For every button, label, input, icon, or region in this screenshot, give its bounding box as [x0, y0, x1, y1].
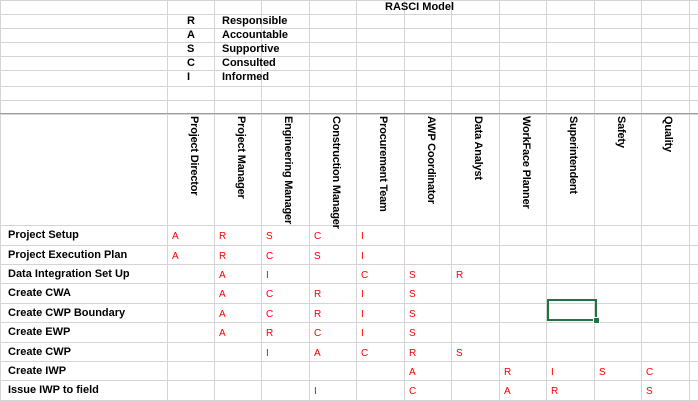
rasci-cell[interactable]: I [266, 270, 269, 281]
rasci-cell[interactable]: C [409, 386, 417, 397]
legend-meaning: Responsible [222, 15, 288, 27]
rasci-cell[interactable]: I [361, 309, 364, 320]
legend-meaning: Supportive [222, 43, 280, 55]
rasci-cell[interactable]: C [646, 367, 654, 378]
grid-col-line [214, 0, 215, 400]
rasci-cell[interactable]: R [456, 270, 464, 281]
grid-col-line [689, 0, 690, 400]
rasci-cell[interactable]: C [314, 231, 322, 242]
rasci-cell[interactable]: R [409, 348, 417, 359]
fill-handle[interactable] [593, 317, 600, 324]
role-header: Project Director [188, 116, 200, 196]
role-header: Data Analyst [472, 116, 484, 180]
grid-col-line [309, 0, 310, 400]
rasci-cell[interactable]: C [266, 289, 274, 300]
role-header: WorkFace Planner [520, 116, 532, 209]
role-header: Superintendent [567, 116, 579, 194]
rasci-cell[interactable]: S [409, 309, 416, 320]
legend-letter: R [187, 15, 195, 27]
rasci-cell[interactable]: S [456, 348, 463, 359]
rasci-cell[interactable]: A [219, 270, 226, 281]
legend-meaning: Informed [222, 71, 270, 83]
rasci-cell[interactable]: I [266, 348, 269, 359]
task-name: Data Integration Set Up [8, 268, 130, 280]
role-header: Safety [615, 116, 627, 148]
rasci-cell[interactable]: I [361, 289, 364, 300]
legend-letter: C [187, 57, 195, 69]
grid-col-line [404, 0, 405, 400]
task-name: Issue IWP to field [8, 384, 99, 396]
task-name: Create CWA [8, 287, 71, 299]
task-name: Project Setup [8, 229, 79, 241]
rasci-cell[interactable]: S [409, 328, 416, 339]
rasci-cell[interactable]: A [219, 309, 226, 320]
rasci-cell[interactable]: A [314, 348, 321, 359]
rasci-cell[interactable]: S [409, 270, 416, 281]
rasci-cell[interactable]: R [504, 367, 512, 378]
selected-cell[interactable] [547, 299, 597, 321]
role-header: Construction Manager [330, 116, 342, 229]
rasci-cell[interactable]: C [266, 251, 274, 262]
sheet-title: RASCI Model [385, 1, 455, 13]
rasci-cell[interactable]: C [361, 348, 369, 359]
role-header: Procurement Team [377, 116, 389, 212]
task-name: Create IWP [8, 365, 67, 377]
rasci-cell[interactable]: R [314, 289, 322, 300]
rasci-cell[interactable]: A [172, 231, 179, 242]
grid-col-line [594, 0, 595, 400]
rasci-cell[interactable]: I [361, 328, 364, 339]
grid-col-line [0, 0, 1, 400]
legend-letter: S [187, 43, 195, 55]
task-name: Create CWP Boundary [8, 307, 126, 319]
rasci-cell[interactable]: R [314, 309, 322, 320]
role-header: Quality [662, 116, 674, 152]
rasci-cell[interactable]: C [266, 309, 274, 320]
grid-col-line [499, 0, 500, 400]
role-header: Project Manager [235, 116, 247, 199]
rasci-cell[interactable]: A [219, 328, 226, 339]
grid-col-line [546, 0, 547, 400]
rasci-cell[interactable]: S [646, 386, 653, 397]
task-name: Project Execution Plan [8, 249, 128, 261]
rasci-cell[interactable]: R [219, 231, 227, 242]
legend-meaning: Consulted [222, 57, 276, 69]
rasci-cell[interactable]: A [409, 367, 416, 378]
task-name: Create EWP [8, 326, 71, 338]
rasci-cell[interactable]: R [266, 328, 274, 339]
rasci-cell[interactable]: S [266, 231, 273, 242]
rasci-cell[interactable]: A [219, 289, 226, 300]
task-name: Create CWP [8, 346, 71, 358]
rasci-cell[interactable]: C [361, 270, 369, 281]
grid-col-line [451, 0, 452, 400]
rasci-cell[interactable]: S [599, 367, 606, 378]
role-header: Engineering Manager [282, 116, 294, 225]
rasci-cell[interactable]: I [361, 251, 364, 262]
rasci-cell[interactable]: I [314, 386, 317, 397]
legend-letter: A [187, 29, 195, 41]
grid-col-line [641, 0, 642, 400]
rasci-cell[interactable]: I [361, 231, 364, 242]
rasci-cell[interactable]: C [314, 328, 322, 339]
legend-meaning: Accountable [222, 29, 289, 41]
grid-col-line [356, 0, 357, 400]
rasci-cell[interactable]: A [172, 251, 179, 262]
rasci-cell[interactable]: S [314, 251, 321, 262]
rasci-cell[interactable]: S [409, 289, 416, 300]
rasci-cell[interactable]: R [551, 386, 559, 397]
role-header: AWP Coordinator [425, 116, 437, 204]
rasci-cell[interactable]: R [219, 251, 227, 262]
rasci-cell[interactable]: A [504, 386, 511, 397]
grid-col-line [167, 0, 168, 400]
header-border [0, 113, 698, 114]
legend-letter: I [187, 71, 191, 83]
rasci-cell[interactable]: I [551, 367, 554, 378]
